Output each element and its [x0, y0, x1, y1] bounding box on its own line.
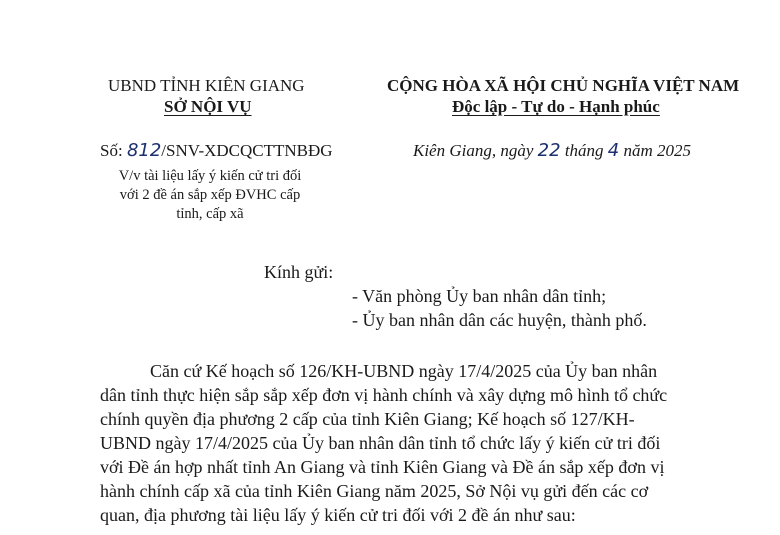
document-number-handwritten: 812	[126, 140, 162, 161]
body-line: Căn cứ Kế hoạch số 126/KH-UBND ngày 17/4/2025 của Ủy ban nhân	[150, 361, 658, 381]
date-day-handwritten: 22	[537, 140, 561, 161]
subject-line: tỉnh, cấp xã	[176, 206, 244, 222]
subject-line: V/v tài liệu lấy ý kiến cử tri đối	[118, 168, 302, 184]
document-number-prefix: Số:	[100, 141, 123, 160]
national-motto: Độc lập - Tự do - Hạnh phúc	[452, 97, 660, 116]
body-line: chính quyền địa phương 2 cấp của tỉnh Kiên Giang; Kế hoạch số 127/KH-	[100, 409, 635, 429]
country-name: CỘNG HÒA XÃ HỘI CHỦ NGHĨA VIỆT NAM	[387, 76, 740, 95]
body-line: quan, địa phương tài liệu lấy ý kiến cử tri đối với 2 đề án như sau:	[100, 505, 576, 525]
document-number-suffix: /SNV-XDCQCTTNBĐG	[161, 141, 333, 160]
agency-name-top: UBND TỈNH KIÊN GIANG	[108, 76, 305, 95]
recipients-label: Kính gửi:	[264, 262, 334, 282]
subject-line: với 2 đề án sắp xếp ĐVHC cấp	[119, 187, 301, 203]
issue-date	[413, 140, 691, 161]
date-month-handwritten: 4	[607, 140, 620, 161]
date-place: Kiên Giang, ngày	[413, 141, 534, 160]
document-subject	[70, 167, 350, 224]
body-line: với Đề án hợp nhất tỉnh An Giang và tỉnh Kiên Giang và Đề án sắp xếp đơn vị	[100, 457, 665, 477]
body-line: hành chính cấp xã của tỉnh Kiên Giang năm 2025, Sở Nội vụ gửi đến các cơ	[100, 481, 649, 501]
recipient-item: - Ủy ban nhân dân các huyện, thành phố.	[352, 310, 647, 330]
date-month-label: tháng	[564, 141, 604, 160]
body-line: UBND ngày 17/4/2025 của Ủy ban nhân dân tỉnh tổ chức lấy ý kiến cử tri đối	[100, 433, 661, 453]
body-line: dân tỉnh thực hiện sắp sắp xếp đơn vị hành chính và xây dựng mô hình tổ chức	[100, 385, 668, 405]
date-year: năm 2025	[623, 141, 692, 160]
recipient-item: - Văn phòng Ủy ban nhân dân tỉnh;	[352, 286, 607, 306]
document-number	[100, 140, 333, 161]
agency-department: SỞ NỘI VỤ	[164, 97, 252, 116]
